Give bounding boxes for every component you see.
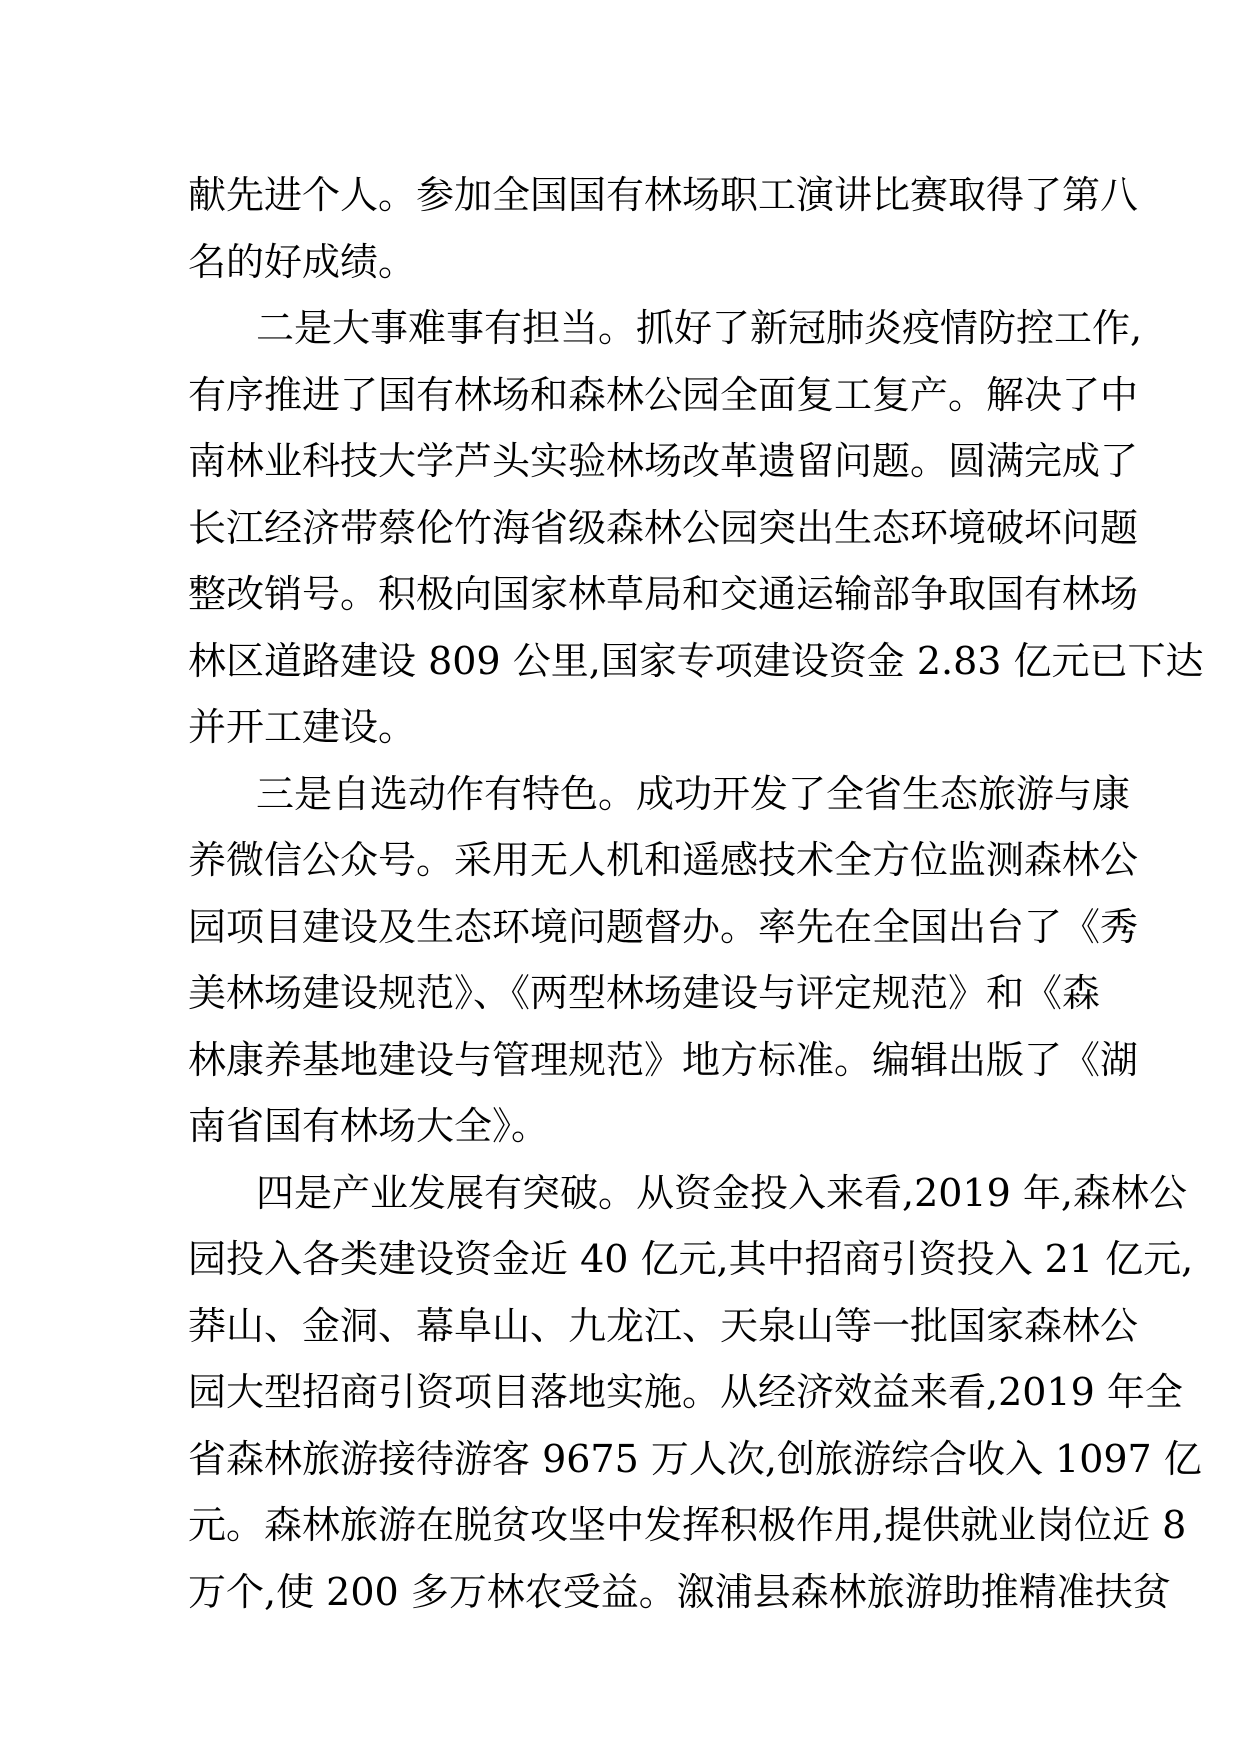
text-line: 整改销号。积极向国家林草局和交通运输部争取国有林场	[188, 572, 1139, 616]
text-line: 并开工建设。	[188, 705, 417, 749]
text-line: 园大型招商引资项目落地实施。从经济效益来看,2019 年全	[188, 1370, 1183, 1414]
paragraph-start-line: 四是产业发展有突破。从资金投入来看,2019 年,森林公	[256, 1170, 1187, 1215]
text-line: 有序推进了国有林场和森林公园全面复工复产。解决了中	[188, 372, 1139, 417]
text-line: 省森林旅游接待游客 9675 万人次,创旅游综合收入 1097 亿	[188, 1436, 1202, 1481]
paragraph-start-line: 三是自选动作有特色。成功开发了全省生态旅游与康	[256, 771, 1131, 816]
text-line: 南省国有林场大全》。	[188, 1104, 550, 1148]
text-line: 献先进个人。参加全国国有林场职工演讲比赛取得了第八	[188, 173, 1139, 217]
text-line: 万个,使 200 多万林农受益。溆浦县森林旅游助推精准扶贫	[188, 1569, 1171, 1614]
text-line: 林区道路建设 809 公里,国家专项建设资金 2.83 亿元已下达	[188, 638, 1204, 683]
text-line: 林康养基地建设与管理规范》地方标准。编辑出版了《湖	[188, 1037, 1139, 1082]
body-text	[188, 162, 1204, 1625]
text-line: 长江经济带蔡伦竹海省级森林公园突出生态环境破坏问题	[188, 505, 1139, 550]
text-line: 园投入各类建设资金近 40 亿元,其中招商引资投入 21 亿元,	[188, 1237, 1194, 1281]
text-line: 南林业科技大学芦头实验林场改革遗留问题。圆满完成了	[188, 439, 1139, 483]
text-line: 美林场建设规范》、《两型林场建设与评定规范》和《森	[188, 971, 1101, 1015]
text-line: 莽山、金洞、幕阜山、九龙江、天泉山等一批国家森林公	[188, 1303, 1139, 1348]
text-line: 名的好成绩。	[188, 239, 417, 284]
paragraph-start-line: 二是大事难事有担当。抓好了新冠肺炎疫情防控工作,	[256, 306, 1143, 350]
text-line: 养微信公众号。采用无人机和遥感技术全方位监测森林公	[188, 838, 1139, 882]
text-line: 园项目建设及生态环境问题督办。率先在全国出台了《秀	[188, 904, 1139, 949]
text-line: 元。森林旅游在脱贫攻坚中发挥积极作用,提供就业岗位近 8	[188, 1503, 1187, 1547]
